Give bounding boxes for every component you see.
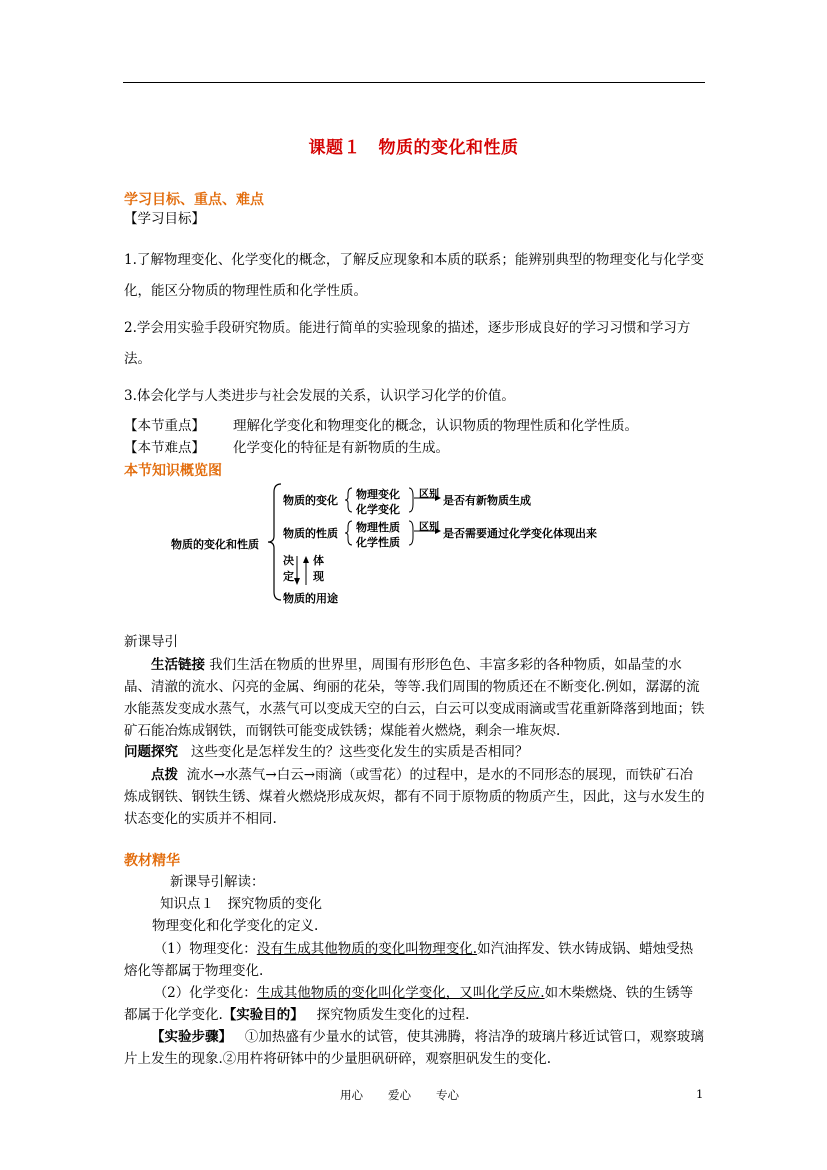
essence-heading: 教材精华	[124, 853, 180, 869]
chemical-change-paragraph	[124, 982, 706, 1026]
knowledge-point: 知识点１ 探究物质的变化	[160, 896, 322, 912]
diagram-decide-2: 定	[283, 570, 294, 583]
chemical-change-prefix: （2）化学变化：	[153, 985, 257, 1001]
section-heading-objectives: 学习目标、重点、难点	[124, 192, 264, 208]
definition-intro: 物理变化和化学变化的定义.	[152, 918, 319, 934]
diagram-chemical-change: 化学变化	[356, 503, 400, 516]
key-point-text: 理解化学变化和物理变化的概念，认识物质的物理性质和化学性质。	[233, 418, 638, 434]
life-link-paragraph	[124, 654, 706, 742]
steps-paragraph	[124, 1026, 706, 1070]
life-link-label: 生活链接	[151, 657, 205, 673]
essence-reading: 新课导引解读：	[170, 874, 265, 890]
question-text: 这些变化是怎样发生的？这些变化发生的实质是否相同？	[190, 744, 529, 760]
purpose-text: 探究物质发生变化的过程.	[316, 1007, 470, 1023]
diagram-chemical-property: 化学性质	[356, 536, 400, 549]
life-link-text: 我们生活在物质的世界里，周围有形形色色、丰富多彩的各种物质，如晶莹的水晶、清澈的流水、闪亮的金属、绚丽的花朵，等等.我们周围的物质还在不断变化.例如，潺潺的流水能蒸发变成水蒸气，水蒸气可以变成天空的白云，白云可以变成雨滴或雪花重新降落到地面；铁矿石能冶炼成钢铁，而钢铁可能变成铁锈；煤能着火燃烧，剩余一堆灰烬.	[124, 657, 705, 739]
chemical-change-definition: 生成其他物质的变化叫化学变化，又叫化学反应.	[256, 985, 545, 1001]
objective-item-1: 1.了解物理变化、化学变化的概念，了解反应现象和本质的联系；能辨别典型的物理变化与化学变化，能区分物质的物理性质和化学性质。	[124, 252, 704, 299]
steps-text: ①加热盛有少量水的试管，使其沸腾，将洁净的玻璃片移近试管口，观察玻璃片上发生的现象.②用杵将研钵中的少量胆矾研碎，观察胆矾发生的变化.	[124, 1029, 704, 1067]
key-point-label: 【本节重点】	[124, 418, 205, 434]
objective-item-2: 2.学会用实验手段研究物质。能进行简单的实验现象的描述，逐步形成良好的学习习惯和学习方法。	[124, 320, 691, 367]
diagram-reflect-1: 体	[313, 554, 324, 567]
objectives-label: 【学习目标】	[124, 211, 205, 227]
diagram-reflect-2: 现	[313, 570, 324, 583]
footer-motto-2: 爱心	[388, 1088, 411, 1102]
footer-motto-3: 专心	[436, 1088, 459, 1102]
diagram-diff-label-2: 区别	[419, 522, 439, 533]
overview-heading: 本节知识概览图	[124, 463, 222, 479]
physical-change-paragraph	[124, 938, 706, 982]
diagram-use: 物质的用途	[283, 592, 338, 605]
diagram-decide-1: 决	[283, 554, 294, 567]
physical-change-prefix: （1）物理变化：	[153, 941, 257, 957]
steps-label: 【实验步骤】	[151, 1029, 232, 1045]
diagram-result-2: 是否需要通过化学变化体现出来	[443, 527, 597, 540]
brace-property	[345, 521, 352, 545]
diagram-root: 物质的变化和性质	[171, 538, 259, 551]
difficulty-text: 化学变化的特征是有新物质的生成。	[233, 440, 449, 456]
tip-label: 点拨	[151, 767, 178, 783]
diagram-physical-property: 物理性质	[356, 521, 400, 534]
tip-paragraph	[124, 764, 706, 830]
question-label: 问题探究	[124, 744, 178, 760]
diagram-physical-change: 物理变化	[356, 488, 400, 501]
page-number: 1	[696, 1087, 704, 1101]
footer-motto-1: 用心	[340, 1088, 363, 1102]
chemical-change-example: 如木柴燃烧、铁的生锈等都属于化学变化.	[124, 985, 694, 1023]
purpose-label: 【实验目的】	[222, 1007, 304, 1023]
diagram-property: 物质的性质	[283, 527, 338, 540]
page-title: 课题１ 物质的变化和性质	[308, 138, 519, 158]
question-paragraph	[124, 742, 528, 762]
tip-text: 流水→水蒸气→白云→雨滴（或雪花）的过程中，是水的不同形态的展现，而铁矿石冶炼成钢铁、钢铁生锈、煤着火燃烧形成灰烬，都有不同于原物质的物质产生，因此，这与水发生的状态变化的实质并不相同.	[124, 767, 705, 827]
objective-item-3: 3.体会化学与人类进步与社会发展的关系，认识学习化学的价值。	[124, 388, 515, 404]
diagram-diff-label-1: 区别	[419, 489, 439, 500]
physical-change-example: 如汽油挥发、铁水铸成锅、蜡烛受热熔化等都属于物理变化.	[124, 941, 694, 979]
big-brace	[268, 484, 281, 600]
diagram-result-1: 是否有新物质生成	[443, 494, 531, 507]
brace-change	[345, 488, 352, 512]
difficulty-label: 【本节难点】	[124, 440, 205, 456]
physical-change-definition: 没有生成其他物质的变化叫物理变化.	[256, 941, 478, 957]
intro-heading: 新课导引	[124, 634, 178, 650]
diagram-change: 物质的变化	[283, 494, 338, 507]
